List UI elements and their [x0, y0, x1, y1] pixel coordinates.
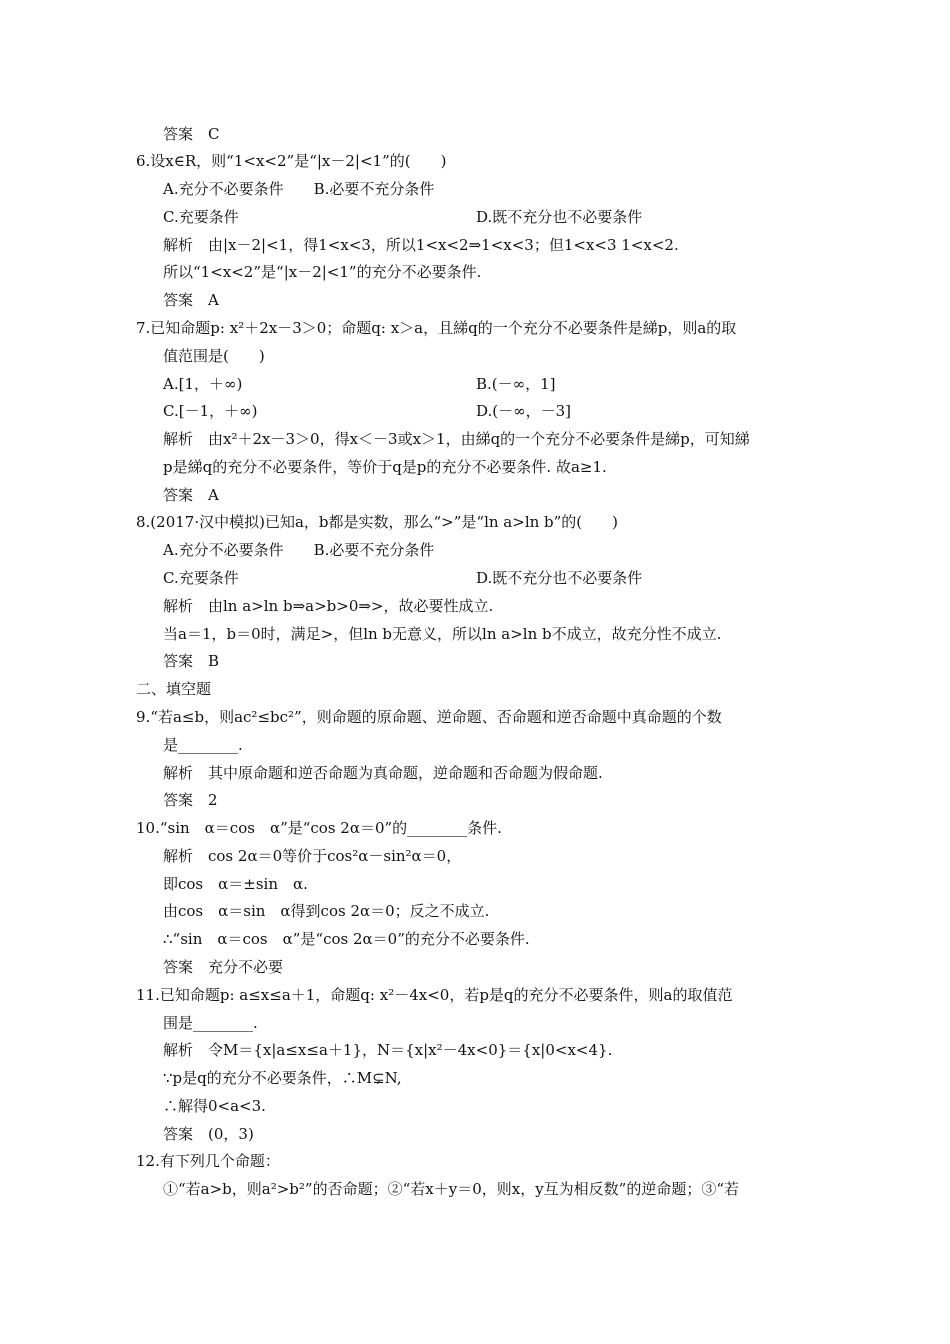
analysis-line: 解析 其中原命题和逆否命题为真命题，逆命题和否命题为假命题.	[163, 764, 603, 782]
option-ab: A.充分不必要条件 B.必要不充分条件	[163, 180, 435, 198]
analysis-line: 当a＝1，b＝0时，满足>，但ln b无意义，所以ln a>ln b不成立，故充分性不成立.	[163, 625, 722, 643]
analysis-line: ∴解得0<a<3.	[163, 1097, 266, 1115]
analysis-line: 由cos α＝sin α得到cos 2α＝0；反之不成立.	[163, 902, 490, 920]
option-c: C.充要条件	[163, 569, 239, 587]
question-8: 8.(2017·汉中模拟)已知a，b都是实数，那么“>”是“ln a>ln b”的( )	[136, 513, 619, 531]
answer-line: 答案 充分不必要	[163, 958, 284, 976]
analysis-line: p是綈q的充分不必要条件，等价于q是p的充分不必要条件. 故a≥1.	[163, 458, 607, 476]
analysis-line: 解析 令M＝{x|a≤x≤a＋1}，N＝{x|x²－4x<0}＝{x|0<x<4}.	[163, 1041, 613, 1059]
option-ab: A.充分不必要条件 B.必要不充分条件	[163, 541, 435, 559]
question-7: 7.已知命题p: x²＋2x－3＞0；命题q: x＞a，且綈q的一个充分不必要条件是綈p，则a的取	[136, 319, 737, 337]
answer-line: 答案 C	[163, 125, 220, 143]
question-10: 10.“sin α＝cos α”是“cos 2α＝0”的________条件.	[136, 819, 502, 837]
answer-line: 答案 B	[163, 652, 220, 670]
option-a: A.[1，＋∞)	[163, 375, 243, 393]
analysis-line: ∴“sin α＝cos α”是“cos 2α＝0”的充分不必要条件.	[163, 930, 530, 948]
analysis-line: 即cos α＝±sin α.	[163, 875, 308, 893]
analysis-line: 解析 由|x－2|<1，得1<x<3，所以1<x<2⇒1<x<3；但1<x<3 1<x<2.	[163, 236, 679, 254]
question-9-cont: 是________.	[163, 736, 243, 754]
answer-line: 答案 2	[163, 791, 218, 809]
analysis-line: ∵p是q的充分不必要条件，∴M⊊N,	[163, 1069, 402, 1087]
option-b: B.(－∞，1]	[476, 375, 556, 393]
option-d: D.(－∞，－3]	[476, 402, 572, 420]
question-7-cont: 值范围是( )	[163, 347, 265, 365]
question-11: 11.已知命题p: a≤x≤a＋1，命题q: x²－4x<0，若p是q的充分不必要条件，则a的取值范	[136, 986, 733, 1004]
analysis-line: 解析 由ln a>ln b⇒a>b>0⇒>，故必要性成立.	[163, 597, 494, 615]
question-11-cont: 围是________.	[163, 1014, 258, 1032]
answer-line: 答案 A	[163, 291, 219, 309]
section-heading: 二、填空题	[136, 680, 212, 698]
analysis-line: 解析 cos 2α＝0等价于cos²α－sin²α＝0，	[163, 847, 462, 865]
answer-line: 答案 A	[163, 486, 219, 504]
question-12: 12.有下列几个命题：	[136, 1152, 280, 1170]
answer-line: 答案 (0，3)	[163, 1125, 254, 1143]
option-d: D.既不充分也不必要条件	[476, 208, 643, 226]
question-9: 9.“若a≤b，则ac²≤bc²”，则命题的原命题、逆命题、否命题和逆否命题中真命题的个数	[136, 708, 722, 726]
question-12-cont: ①“若a>b，则a²>b²”的否命题；②“若x＋y＝0，则x，y互为相反数”的逆命题；③“若	[163, 1180, 740, 1198]
analysis-line: 解析 由x²＋2x－3＞0，得x＜－3或x＞1，由綈q的一个充分不必要条件是綈p，可知綈	[163, 430, 750, 448]
option-d: D.既不充分也不必要条件	[476, 569, 643, 587]
question-6: 6.设x∈R，则“1<x<2”是“|x－2|<1”的( )	[136, 152, 447, 170]
analysis-line: 所以“1<x<2”是“|x－2|<1”的充分不必要条件.	[163, 263, 482, 281]
option-c: C.充要条件	[163, 208, 239, 226]
option-c: C.[－1，＋∞)	[163, 402, 258, 420]
